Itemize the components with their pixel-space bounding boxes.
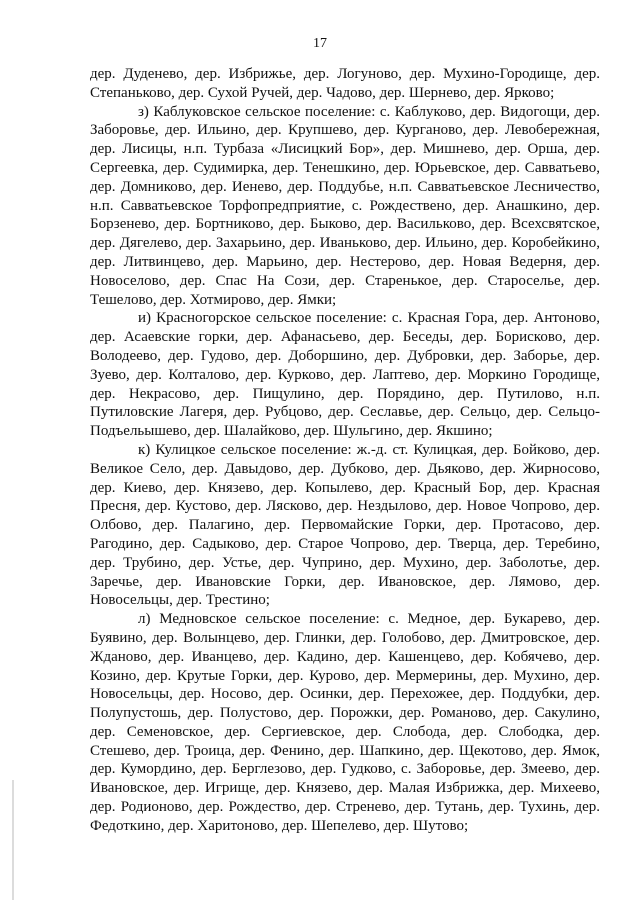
paragraph-mednovskoe: л) Медновское сельское поселение: с. Медное, дер. Букарево, дер. Буявино, дер. Волынцево, дер. Глинки, дер. Голобово, дер. Дмитровское, дер. Жданово, дер. Иванцево, дер. Кадино, дер. Кашенцево, дер. Кобячево, дер. Козино, дер. Крутые Горки, дер. Курово, дер. Мермерины, дер. Мухино, дер. Новосельцы, дер. Носово, дер. Осинки, дер. Перехожее, дер. Поддубки, дер. Полупустошь, дер. Полустово, дер. Порожки, дер. Романово, дер. Сакулино, дер. Семеновское, дер. Сергиевское, дер. Слобода, дер. Слободка, дер. Стешево, дер. Троица, дер. Фенино, дер. Шапкино, дер. Щекотово, дер. Ямок, дер. Кумордино, дер. Берглезово, дер. Гудково, с. Заборовье, дер. Змеево, дер. Ивановское, дер. Игрище, дер. Князево, дер. Малая Избрижка, дер. Михеево, дер. Родионово, дер. Рождество, дер. Стренево, дер. Тутань, дер. Тухинь, дер. Федоткино, дер. Харитоново, дер. Шепелево, дер. Шутово;: [90, 611, 600, 834]
paragraph-continuation: дер. Дуденево, дер. Избрижье, дер. Логуново, дер. Мухино-Городище, дер. Степаньково, дер. Сухой Ручей, дер. Чадово, дер. Шернево, дер. Ярково;: [90, 66, 600, 101]
paragraph-krasnogorskoe: и) Красногорское сельское поселение: с. Красная Гора, дер. Антоново, дер. Асаевские горки, дер. Афанасьево, дер. Беседы, дер. Борисково, дер. Володеево, дер. Гудово, дер. Доборшино, дер. Дубровки, дер. Заборье, дер. Зуево, дер. Колталово, дер. Курково, дер. Лаптево, дер. Моркино Городище, дер. Некрасово, дер. Пищулино, дер. Порядино, дер. Путилово, н.п. Путиловские Лагеря, дер. Рубцово, дер. Сеславье, дер. Сельцо, дер. Сельцо-Подъельышево, дер. Шалайково, дер. Шульгино, дер. Якшино;: [90, 310, 600, 440]
page-number: 17: [313, 36, 327, 51]
scan-edge-mark: [12, 780, 14, 900]
paragraph-kulitskoe: к) Кулицкое сельское поселение: ж.-д. ст. Кулицкая, дер. Бойково, дер. Великое Село, дер. Давыдово, дер. Дубково, дер. Дьяково, дер. Жирносово, дер. Киево, дер. Князево, дер. Копылево, дер. Красный Бор, дер. Красная Пресня, дер. Кустово, дер. Лясково, дер. Нездылово, дер. Новое Чопрово, дер. Олбово, дер. Палагино, дер. Первомайские Горки, дер. Протасово, дер. Рагодино, дер. Садыково, дер. Старое Чопрово, дер. Тверца, дер. Теребино, дер. Трубино, дер. Устье, дер. Чуприно, дер. Мухино, дер. Заболотье, дер. Заречье, дер. Ивановские Горки, дер. Ивановское, дер. Лямово, дер. Новосельцы, дер. Трестино;: [90, 441, 600, 609]
paragraph-kablukovskoe: з) Каблуковское сельское поселение: с. Каблуково, дер. Видогощи, дер. Заборовье, дер. Ильино, дер. Крупшево, дер. Курганово, дер. Левобережная, дер. Лисицы, н.п. Турбаза «Лисицкий Бор», дер. Мишнево, дер. Орша, дер. Сергеевка, дер. Судимирка, дер. Тенешкино, дер. Юрьевское, дер. Савватьево, дер. Домниково, дер. Иенево, дер. Поддубье, н.п. Савватьевское Лесничество, н.п. Савватьевское Торфопредприятие, с. Рождествено, дер. Анашкино, дер. Борзенево, дер. Бортниково, дер. Быково, дер. Васильково, дер. Всехсвятское, дер. Дягелево, дер. Захарьино, дер. Иваньково, дер. Ильино, дер. Коробейкино, дер. Литвинцево, дер. Марьино, дер. Нестерово, дер. Новая Ведерня, дер. Новоселово, дер. Спас На Сози, дер. Старенькое, дер. Староселье, дер. Тешелово, дер. Хотмирово, дер. Ямки;: [90, 103, 600, 308]
document-body: [90, 65, 600, 836]
